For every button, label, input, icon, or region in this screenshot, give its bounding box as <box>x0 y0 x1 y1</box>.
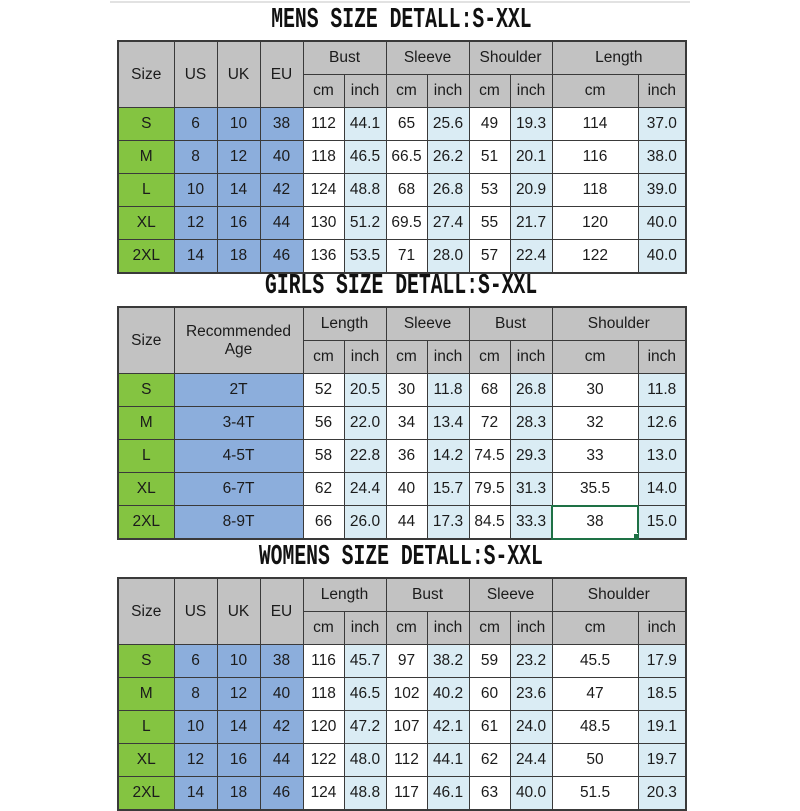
unit-inch-header: inch <box>510 75 552 108</box>
inch-value-cell: 46.1 <box>427 777 469 811</box>
inch-value-cell: 18.5 <box>638 678 686 711</box>
id-cell: 12 <box>174 207 217 240</box>
inch-value-cell: 31.3 <box>510 473 552 506</box>
inch-value-cell: 20.1 <box>510 141 552 174</box>
cm-value-cell: 69.5 <box>386 207 427 240</box>
inch-value-cell: 24.4 <box>510 744 552 777</box>
id-cell: 16 <box>217 207 260 240</box>
unit-inch-header: inch <box>638 75 686 108</box>
size-row-m <box>118 141 686 174</box>
cm-value-cell: 50 <box>552 744 638 777</box>
id-cell: 14 <box>217 174 260 207</box>
cm-value-cell: 112 <box>386 744 427 777</box>
unit-cm-header: cm <box>303 612 344 645</box>
unit-inch-header: inch <box>638 612 686 645</box>
cm-value-cell: 47 <box>552 678 638 711</box>
id-cell: 38 <box>260 108 303 141</box>
inch-value-cell: 38.2 <box>427 645 469 678</box>
cm-value-cell: 51 <box>469 141 510 174</box>
cm-value-cell: 30 <box>386 374 427 407</box>
inch-value-cell: 17.9 <box>638 645 686 678</box>
header-row-groups <box>118 307 686 341</box>
inch-value-cell: 40.0 <box>638 240 686 274</box>
id-cell: 12 <box>174 744 217 777</box>
unit-cm-header: cm <box>386 75 427 108</box>
inch-value-cell: 15.0 <box>638 506 686 540</box>
unit-cm-header: cm <box>552 612 638 645</box>
inch-value-cell: 15.7 <box>427 473 469 506</box>
inch-value-cell: 11.8 <box>427 374 469 407</box>
inch-value-cell: 53.5 <box>344 240 386 274</box>
id-cell: 10 <box>217 645 260 678</box>
cm-value-cell: 120 <box>552 207 638 240</box>
measure-group-header: Bust <box>386 578 469 612</box>
size-row-2xl <box>118 506 686 540</box>
inch-value-cell: 13.0 <box>638 440 686 473</box>
inch-value-cell: 33.3 <box>510 506 552 540</box>
inch-value-cell: 22.4 <box>510 240 552 274</box>
inch-value-cell: 44.1 <box>427 744 469 777</box>
selected-cell: 38 <box>552 506 638 540</box>
cm-value-cell: 66 <box>303 506 344 540</box>
size-row-l <box>118 174 686 207</box>
id-column-header: EU <box>260 578 303 645</box>
unit-inch-header: inch <box>427 75 469 108</box>
measure-group-header: Bust <box>469 307 552 341</box>
size-cell: XL <box>118 473 174 506</box>
inch-value-cell: 40.0 <box>510 777 552 811</box>
id-cell: 6 <box>174 108 217 141</box>
id-column-header: EU <box>260 41 303 108</box>
cm-value-cell: 66.5 <box>386 141 427 174</box>
unit-cm-header: cm <box>469 612 510 645</box>
inch-value-cell: 25.6 <box>427 108 469 141</box>
unit-cm-header: cm <box>303 341 344 374</box>
inch-value-cell: 29.3 <box>510 440 552 473</box>
measure-group-header: Sleeve <box>386 41 469 75</box>
cm-value-cell: 112 <box>303 108 344 141</box>
cm-value-cell: 116 <box>552 141 638 174</box>
size-row-xl <box>118 744 686 777</box>
size-column-header: Size <box>118 307 174 374</box>
inch-value-cell: 22.0 <box>344 407 386 440</box>
unit-inch-header: inch <box>427 341 469 374</box>
cm-value-cell: 36 <box>386 440 427 473</box>
size-cell: 2XL <box>118 240 174 274</box>
cm-value-cell: 107 <box>386 711 427 744</box>
measure-group-header: Sleeve <box>469 578 552 612</box>
inch-value-cell: 20.3 <box>638 777 686 811</box>
cm-value-cell: 59 <box>469 645 510 678</box>
inch-value-cell: 51.2 <box>344 207 386 240</box>
measure-group-header: Sleeve <box>386 307 469 341</box>
id-cell: 42 <box>260 174 303 207</box>
id-cell: 40 <box>260 141 303 174</box>
womens-table-title <box>117 542 685 572</box>
inch-value-cell: 37.0 <box>638 108 686 141</box>
inch-value-cell: 23.6 <box>510 678 552 711</box>
inch-value-cell: 48.8 <box>344 174 386 207</box>
cm-value-cell: 53 <box>469 174 510 207</box>
id-cell: 18 <box>217 777 260 811</box>
unit-inch-header: inch <box>344 612 386 645</box>
cm-value-cell: 68 <box>386 174 427 207</box>
inch-value-cell: 26.2 <box>427 141 469 174</box>
girls-table-title-text: GIRLS SIZE DETALL:S-XXL <box>264 269 538 302</box>
cm-value-cell: 34 <box>386 407 427 440</box>
id-cell: 2T <box>174 374 303 407</box>
cm-value-cell: 51.5 <box>552 777 638 811</box>
unit-inch-header: inch <box>510 341 552 374</box>
cm-value-cell: 62 <box>469 744 510 777</box>
inch-value-cell: 21.7 <box>510 207 552 240</box>
measure-group-header: Length <box>303 307 386 341</box>
size-row-m <box>118 407 686 440</box>
size-row-2xl <box>118 777 686 811</box>
cm-value-cell: 61 <box>469 711 510 744</box>
cm-value-cell: 136 <box>303 240 344 274</box>
inch-value-cell: 20.9 <box>510 174 552 207</box>
inch-value-cell: 28.0 <box>427 240 469 274</box>
measure-group-header: Shoulder <box>552 307 686 341</box>
size-row-s <box>118 374 686 407</box>
cm-value-cell: 44 <box>386 506 427 540</box>
cm-value-cell: 56 <box>303 407 344 440</box>
inch-value-cell: 46.5 <box>344 141 386 174</box>
inch-value-cell: 27.4 <box>427 207 469 240</box>
id-column-header: Recommended Age <box>174 307 303 374</box>
cm-value-cell: 122 <box>303 744 344 777</box>
cm-value-cell: 57 <box>469 240 510 274</box>
id-column-header: US <box>174 578 217 645</box>
size-cell: L <box>118 711 174 744</box>
cm-value-cell: 35.5 <box>552 473 638 506</box>
unit-cm-header: cm <box>552 341 638 374</box>
id-cell: 8 <box>174 141 217 174</box>
inch-value-cell: 24.4 <box>344 473 386 506</box>
size-cell: S <box>118 645 174 678</box>
cm-value-cell: 116 <box>303 645 344 678</box>
unit-cm-header: cm <box>469 341 510 374</box>
cm-value-cell: 117 <box>386 777 427 811</box>
cm-value-cell: 114 <box>552 108 638 141</box>
size-row-s <box>118 108 686 141</box>
measure-group-header: Shoulder <box>552 578 686 612</box>
id-cell: 12 <box>217 141 260 174</box>
cm-value-cell: 58 <box>303 440 344 473</box>
id-cell: 4-5T <box>174 440 303 473</box>
inch-value-cell: 28.3 <box>510 407 552 440</box>
inch-value-cell: 26.0 <box>344 506 386 540</box>
inch-value-cell: 19.3 <box>510 108 552 141</box>
cm-value-cell: 79.5 <box>469 473 510 506</box>
girls-table-title <box>117 271 685 301</box>
inch-value-cell: 23.2 <box>510 645 552 678</box>
unit-inch-header: inch <box>344 341 386 374</box>
inch-value-cell: 46.5 <box>344 678 386 711</box>
id-cell: 14 <box>174 777 217 811</box>
size-cell: 2XL <box>118 506 174 540</box>
cm-value-cell: 60 <box>469 678 510 711</box>
cm-value-cell: 48.5 <box>552 711 638 744</box>
cm-value-cell: 122 <box>552 240 638 274</box>
cm-value-cell: 32 <box>552 407 638 440</box>
size-cell: M <box>118 141 174 174</box>
cm-value-cell: 52 <box>303 374 344 407</box>
cm-value-cell: 71 <box>386 240 427 274</box>
inch-value-cell: 45.7 <box>344 645 386 678</box>
mens-table-title <box>117 5 685 35</box>
cm-value-cell: 45.5 <box>552 645 638 678</box>
size-column-header: Size <box>118 578 174 645</box>
cm-value-cell: 124 <box>303 777 344 811</box>
size-cell: L <box>118 440 174 473</box>
measure-group-header: Length <box>552 41 686 75</box>
inch-value-cell: 48.8 <box>344 777 386 811</box>
cm-value-cell: 118 <box>303 678 344 711</box>
id-cell: 6-7T <box>174 473 303 506</box>
id-cell: 10 <box>174 174 217 207</box>
unit-inch-header: inch <box>510 612 552 645</box>
inch-value-cell: 20.5 <box>344 374 386 407</box>
womens-table-title-text: WOMENS SIZE DETALL:S-XXL <box>258 540 544 573</box>
id-cell: 10 <box>217 108 260 141</box>
cm-value-cell: 30 <box>552 374 638 407</box>
id-cell: 8 <box>174 678 217 711</box>
inch-value-cell: 26.8 <box>427 174 469 207</box>
id-cell: 10 <box>174 711 217 744</box>
inch-value-cell: 40.0 <box>638 207 686 240</box>
inch-value-cell: 14.0 <box>638 473 686 506</box>
cm-value-cell: 62 <box>303 473 344 506</box>
inch-value-cell: 17.3 <box>427 506 469 540</box>
id-cell: 46 <box>260 777 303 811</box>
inch-value-cell: 26.8 <box>510 374 552 407</box>
cm-value-cell: 63 <box>469 777 510 811</box>
cm-value-cell: 68 <box>469 374 510 407</box>
size-row-l <box>118 440 686 473</box>
girls-size-table <box>117 306 687 540</box>
id-cell: 40 <box>260 678 303 711</box>
cm-value-cell: 120 <box>303 711 344 744</box>
unit-cm-header: cm <box>386 341 427 374</box>
inch-value-cell: 38.0 <box>638 141 686 174</box>
size-cell: M <box>118 678 174 711</box>
womens-size-table <box>117 577 687 811</box>
inch-value-cell: 47.2 <box>344 711 386 744</box>
size-row-l <box>118 711 686 744</box>
cm-value-cell: 49 <box>469 108 510 141</box>
size-cell: XL <box>118 207 174 240</box>
inch-value-cell: 44.1 <box>344 108 386 141</box>
id-cell: 44 <box>260 207 303 240</box>
cm-value-cell: 74.5 <box>469 440 510 473</box>
unit-inch-header: inch <box>638 341 686 374</box>
unit-cm-header: cm <box>386 612 427 645</box>
size-column-header: Size <box>118 41 174 108</box>
inch-value-cell: 14.2 <box>427 440 469 473</box>
size-row-s <box>118 645 686 678</box>
cm-value-cell: 40 <box>386 473 427 506</box>
mens-table-title-text: MENS SIZE DETALL:S-XXL <box>270 3 532 36</box>
id-cell: 16 <box>217 744 260 777</box>
cm-value-cell: 102 <box>386 678 427 711</box>
cm-value-cell: 72 <box>469 407 510 440</box>
id-cell: 3-4T <box>174 407 303 440</box>
cm-value-cell: 130 <box>303 207 344 240</box>
id-cell: 12 <box>217 678 260 711</box>
header-row-groups <box>118 578 686 612</box>
id-cell: 14 <box>174 240 217 274</box>
size-cell: L <box>118 174 174 207</box>
inch-value-cell: 22.8 <box>344 440 386 473</box>
unit-cm-header: cm <box>303 75 344 108</box>
id-column-header: US <box>174 41 217 108</box>
inch-value-cell: 42.1 <box>427 711 469 744</box>
id-cell: 18 <box>217 240 260 274</box>
id-cell: 42 <box>260 711 303 744</box>
measure-group-header: Bust <box>303 41 386 75</box>
cm-value-cell: 97 <box>386 645 427 678</box>
header-row-groups <box>118 41 686 75</box>
inch-value-cell: 24.0 <box>510 711 552 744</box>
id-cell: 14 <box>217 711 260 744</box>
cm-value-cell: 65 <box>386 108 427 141</box>
size-cell: S <box>118 108 174 141</box>
id-cell: 44 <box>260 744 303 777</box>
unit-inch-header: inch <box>344 75 386 108</box>
inch-value-cell: 19.1 <box>638 711 686 744</box>
inch-value-cell: 11.8 <box>638 374 686 407</box>
size-cell: M <box>118 407 174 440</box>
size-cell: 2XL <box>118 777 174 811</box>
size-row-m <box>118 678 686 711</box>
mens-size-table <box>117 40 687 274</box>
inch-value-cell: 19.7 <box>638 744 686 777</box>
unit-cm-header: cm <box>552 75 638 108</box>
id-cell: 38 <box>260 645 303 678</box>
cm-value-cell: 118 <box>303 141 344 174</box>
id-column-header: UK <box>217 41 260 108</box>
unit-cm-header: cm <box>469 75 510 108</box>
size-row-xl <box>118 207 686 240</box>
measure-group-header: Length <box>303 578 386 612</box>
inch-value-cell: 13.4 <box>427 407 469 440</box>
inch-value-cell: 48.0 <box>344 744 386 777</box>
unit-inch-header: inch <box>427 612 469 645</box>
inch-value-cell: 40.2 <box>427 678 469 711</box>
size-cell: S <box>118 374 174 407</box>
cm-value-cell: 124 <box>303 174 344 207</box>
cm-value-cell: 33 <box>552 440 638 473</box>
size-row-2xl <box>118 240 686 274</box>
id-cell: 6 <box>174 645 217 678</box>
id-cell: 8-9T <box>174 506 303 540</box>
cm-value-cell: 55 <box>469 207 510 240</box>
id-column-header: UK <box>217 578 260 645</box>
size-row-xl <box>118 473 686 506</box>
measure-group-header: Shoulder <box>469 41 552 75</box>
id-cell: 46 <box>260 240 303 274</box>
cm-value-cell: 84.5 <box>469 506 510 540</box>
cm-value-cell: 118 <box>552 174 638 207</box>
size-cell: XL <box>118 744 174 777</box>
inch-value-cell: 12.6 <box>638 407 686 440</box>
inch-value-cell: 39.0 <box>638 174 686 207</box>
